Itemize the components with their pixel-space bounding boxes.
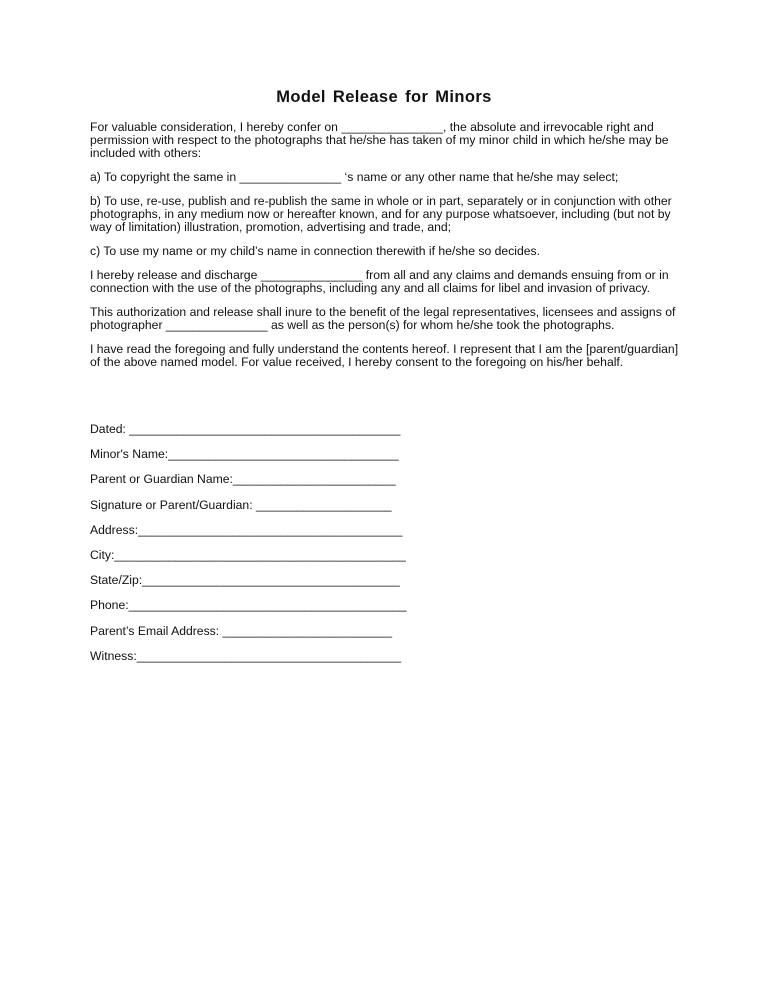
- state-zip-field[interactable]: State/Zip:______________________________________: [90, 573, 400, 588]
- paragraph-clause-a: a) To copyright the same in _______________ ‘s name or any other name that he/she may select;: [90, 170, 619, 184]
- address-field[interactable]: Address:_______________________________________: [90, 522, 403, 537]
- paragraph-clause-b: b) To use, re-use, publish and re-publish the same in whole or in part, separately or in conjunction with other photographs, in any medium now or hereafter known, and for any purpose whatsoever, including (but not by way of limitation) illustration, promotion, advertising and trade, and;: [90, 194, 672, 234]
- paragraph-release: I hereby release and discharge _______________ from all and any claims and demands ensuing from or in connection with the use of the photographs, including any and all claims for libel and invasion of privacy.: [90, 268, 669, 295]
- signature-fields: [90, 423, 690, 675]
- paragraph-authorization: This authorization and release shall inure to the benefit of the legal representatives, licensees and assigns of photographer _______________ as well as the person(s) for whom he/she took the photographs.: [90, 305, 676, 332]
- guardian-name-field[interactable]: Parent or Guardian Name:________________________: [90, 472, 396, 487]
- paragraph-acknowledgement: I have read the foregoing and fully understand the contents hereof. I represent that I am the [parent/guardian] of the above named model. For value received, I hereby consent to the foregoing on his/her behalf.: [90, 342, 679, 369]
- document-title: Model Release for Minors: [276, 88, 492, 106]
- dated-field[interactable]: Dated: ________________________________________: [90, 422, 401, 436]
- signature-field[interactable]: Signature or Parent/Guardian: ____________________: [90, 497, 392, 512]
- parent-email-field[interactable]: Parent’s Email Address: _________________________: [90, 623, 392, 638]
- phone-field[interactable]: Phone:_________________________________________: [90, 598, 407, 613]
- paragraph-grant: For valuable consideration, I hereby confer on _______________, the absolute and irrevocable right and permission with respect to the photographs that he/she has taken of my minor child in which he/she may be included with others:: [90, 120, 669, 160]
- document-body: [90, 121, 690, 380]
- minors-name-field[interactable]: Minor's Name:__________________________________: [90, 447, 399, 462]
- city-field[interactable]: City:___________________________________________: [90, 547, 406, 562]
- paragraph-clause-c: c) To use my name or my child’s name in connection therewith if he/she so decides.: [90, 244, 541, 258]
- witness-field[interactable]: Witness:_______________________________________: [90, 648, 402, 663]
